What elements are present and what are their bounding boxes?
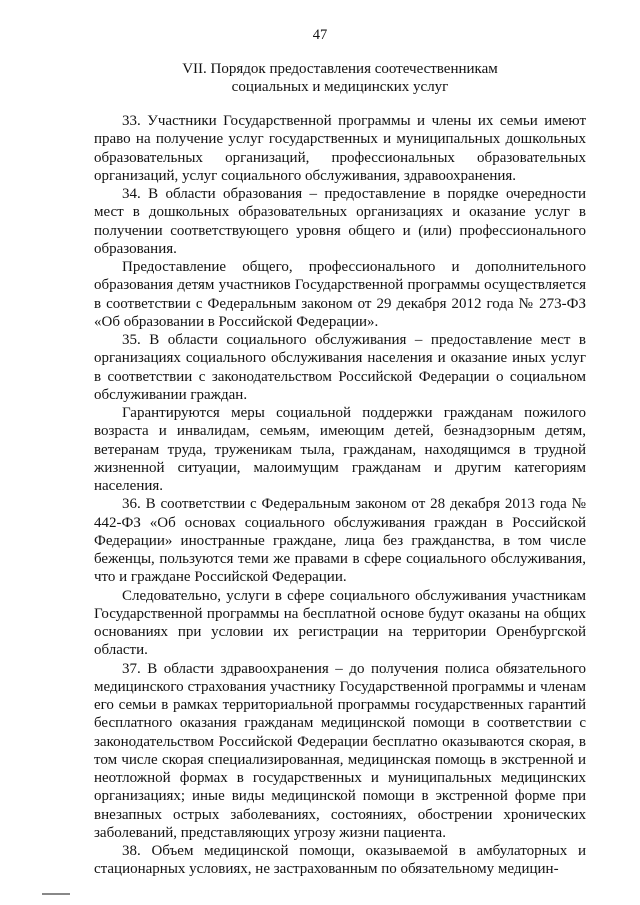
paragraph-education-provision: Предоставление общего, профессионального и дополнительного образования детям участников Государственной программы осуществляется в соответствии с Федеральным законом от 29 декабря 2012 года № 273-ФЗ «Об образовании в Российской Федерации». <box>94 259 586 330</box>
section-title <box>80 60 600 96</box>
section-title-line-1: VII. Порядок предоставления соотечественникам <box>182 61 498 77</box>
paragraph-social-support: Гарантируются меры социальной поддержки гражданам пожилого возраста и инвалидам, семьям, имеющим детей, безнадзорным детям, ветеранам труда, труженикам тыла, гражданам, находящимся в трудной жизненной ситуации, малоимущим гражданам и другим категориям населения. <box>94 405 586 494</box>
page-number: 47 <box>312 27 328 43</box>
paragraph-35: 35. В области социального обслуживания – предоставление мест в организациях социального обслуживания населения и оказание иных услуг в соответствии с законодательством Российской Федерации о социальном обслуживании граждан. <box>94 332 586 403</box>
paragraph-37: 37. В области здравоохранения – до получения полиса обязательного медицинского страхования участнику Государственной программы и членам его семьи в рамках территориальной программы государственных гарантий бесплатного оказания гражданам медицинской помощи в соответствии с законодательством Российской Федерации бесплатно оказываются скорая, в том числе скорая специализированная, медицинская помощь в экстренной и неотложной формах в государственных и муниципальных медицинских организациях; иные виды медицинской помощи в экстренной форме при внезапных острых заболеваниях, состояниях, обострении хронических заболеваний, представляющих угрозу жизни пациента. <box>94 660 586 841</box>
document-body <box>94 112 586 879</box>
paragraph-34: 34. В области образования – предоставление в порядке очередности мест в дошкольных образовательных организациях и оказание услуг в получении соответствующего уровня общего и (или) профессионального образования. <box>94 186 586 257</box>
paragraph-36: 36. В соответствии с Федеральным законом от 28 декабря 2013 года № 442-ФЗ «Об основах социального обслуживания граждан в Российской Федерации» иностранные граждане, лица без гражданства, в том числе беженцы, пользуются теми же правами в сфере социального обслуживания, что и граждане Российской Федерации. <box>94 496 586 586</box>
paragraph-social-services-consequence: Следовательно, услуги в сфере социального обслуживания участникам Государственной программы на бесплатной основе будут оказаны на общих основаниях при условии их регистрации на территории Оренбургской области. <box>94 587 586 659</box>
paragraph-38: 38. Объем медицинской помощи, оказываемой в амбулаторных и стационарных условиях, не застрахованным по обязательному медицин- <box>94 843 586 878</box>
section-title-line-2: социальных и медицинских услуг <box>231 79 449 95</box>
paragraph-33: 33. Участники Государственной программы и члены их семьи имеют право на получение услуг государственных и муниципальных дошкольных образовательных организаций, профессиональных образовательных организаций, услуг социального обслуживания, здравоохранения. <box>94 113 586 184</box>
footer-mark <box>42 893 70 895</box>
